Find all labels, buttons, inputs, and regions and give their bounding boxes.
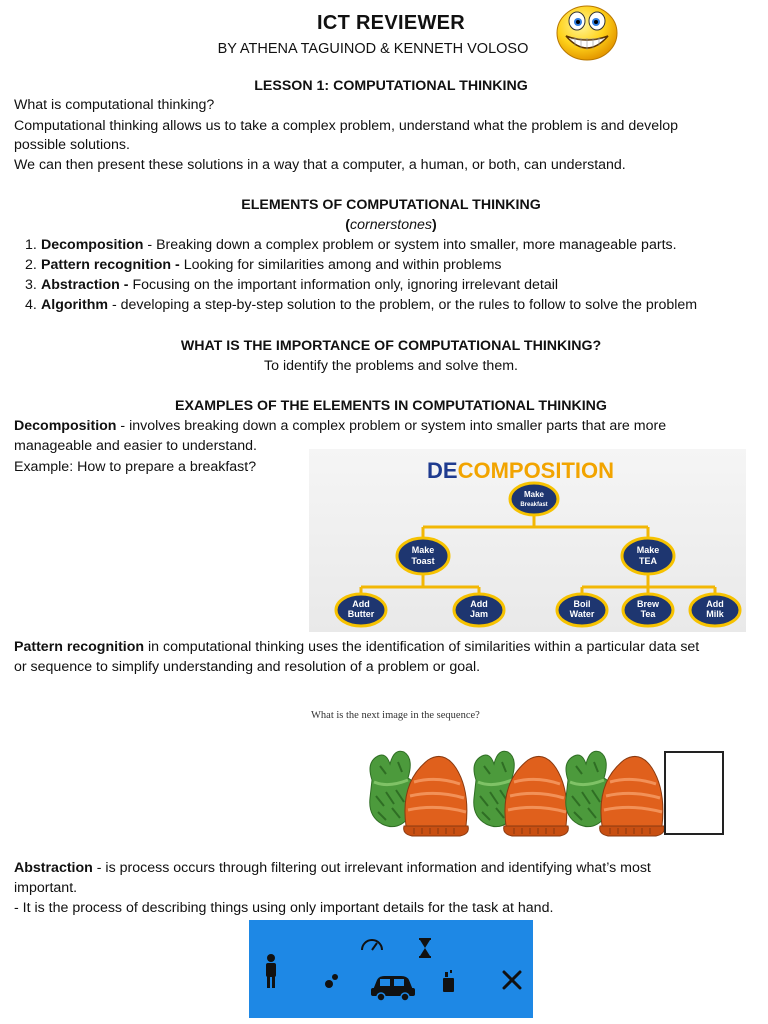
grinning-smiley-icon (553, 2, 621, 62)
diagram-node-root (510, 483, 558, 515)
svg-text:Add: Add (352, 599, 370, 609)
elements-subheading: (cornerstones) (345, 217, 437, 233)
svg-text:Make: Make (523, 490, 545, 499)
diagram-node-right (622, 538, 674, 574)
diagram-leaf-node (623, 594, 673, 626)
svg-text:Breakfast: Breakfast (520, 502, 548, 508)
empty-answer-box (665, 752, 723, 834)
diagram-leaf-node (336, 594, 386, 626)
diagram-leaf-node (690, 594, 740, 626)
intro-text-line1: Computational thinking allows us to take a complex problem, understand what the problem is and develop (14, 118, 679, 134)
svg-text:Milk: Milk (706, 609, 724, 619)
examples-heading: EXAMPLES OF THE ELEMENTS IN COMPUTATIONAL THINKING (175, 398, 607, 414)
document-title: ICT REVIEWER (316, 12, 466, 34)
list-item: 3. Abstraction - Focusing on the important information only, ignoring irrelevant detail (25, 277, 559, 293)
pattern-text-line2: or sequence to simplify understanding and resolution of a problem or goal. (14, 659, 481, 675)
decomposition-text-line2: manageable and easier to understand. (14, 438, 257, 454)
decomposition-diagram (309, 449, 746, 632)
decomposition-text-line1: Decomposition - involves breaking down a complex problem or system into smaller parts that are more (14, 418, 667, 434)
diagram-node-left (397, 538, 449, 574)
svg-text:Add: Add (470, 599, 488, 609)
svg-text:Toast: Toast (411, 556, 435, 566)
abstraction-text-line2: important. (14, 880, 78, 896)
svg-text:Boil: Boil (573, 599, 591, 609)
pattern-sequence-image (350, 740, 740, 840)
svg-text:Jam: Jam (469, 609, 489, 619)
importance-answer: To identify the problems and solve them. (264, 358, 518, 374)
intro-question: What is computational thinking? (14, 97, 215, 113)
orange-hat-icon (404, 756, 469, 836)
elements-heading: ELEMENTS OF COMPUTATIONAL THINKING (241, 197, 541, 213)
svg-text:TEA: TEA (639, 556, 657, 566)
pattern-text-line1: Pattern recognition in computational thinking uses the identification of similarities within a particular data set (14, 639, 700, 655)
svg-text:Butter: Butter (347, 609, 375, 619)
decomposition-example: Example: How to prepare a breakfast? (14, 459, 257, 475)
abstraction-text-line1: Abstraction - is process occurs through filtering out irrelevant information and identifying what’s most (14, 860, 651, 876)
lesson-heading: LESSON 1: COMPUTATIONAL THINKING (254, 78, 528, 94)
diagram-leaf-node (557, 594, 607, 626)
orange-hat-icon (600, 756, 665, 836)
author-byline: BY ATHENA TAGUINOD & KENNETH VOLOSO (217, 41, 529, 57)
diagram-title: DECOMPOSITION (427, 458, 615, 483)
svg-text:Brew: Brew (636, 599, 660, 609)
importance-heading: WHAT IS THE IMPORTANCE OF COMPUTATIONAL THINKING? (180, 338, 602, 354)
intro-text-line2: possible solutions. (14, 137, 130, 153)
elements-list (25, 235, 697, 315)
svg-text:Make: Make (636, 545, 660, 555)
abstraction-text-line3: - It is the process of describing things using only important details for the task at hand. (14, 900, 554, 916)
list-item: 1. Decomposition - Breaking down a complex problem or system into smaller, more manageable parts. (25, 237, 677, 253)
diagram-leaf-node (454, 594, 504, 626)
abstraction-icons-image (249, 920, 533, 1018)
list-item: 2. Pattern recognition - Looking for similarities among and within problems (25, 257, 502, 273)
svg-text:Add: Add (706, 599, 724, 609)
svg-text:Tea: Tea (640, 609, 656, 619)
list-item: 4. Algorithm - developing a step-by-step solution to the problem, or the rules to follow to solve the problem (25, 297, 698, 313)
sequence-question: What is the next image in the sequence? (311, 710, 480, 721)
intro-text-line3: We can then present these solutions in a way that a computer, a human, or both, can understand. (14, 157, 626, 173)
svg-text:Water: Water (569, 609, 595, 619)
svg-text:Make: Make (411, 545, 435, 555)
